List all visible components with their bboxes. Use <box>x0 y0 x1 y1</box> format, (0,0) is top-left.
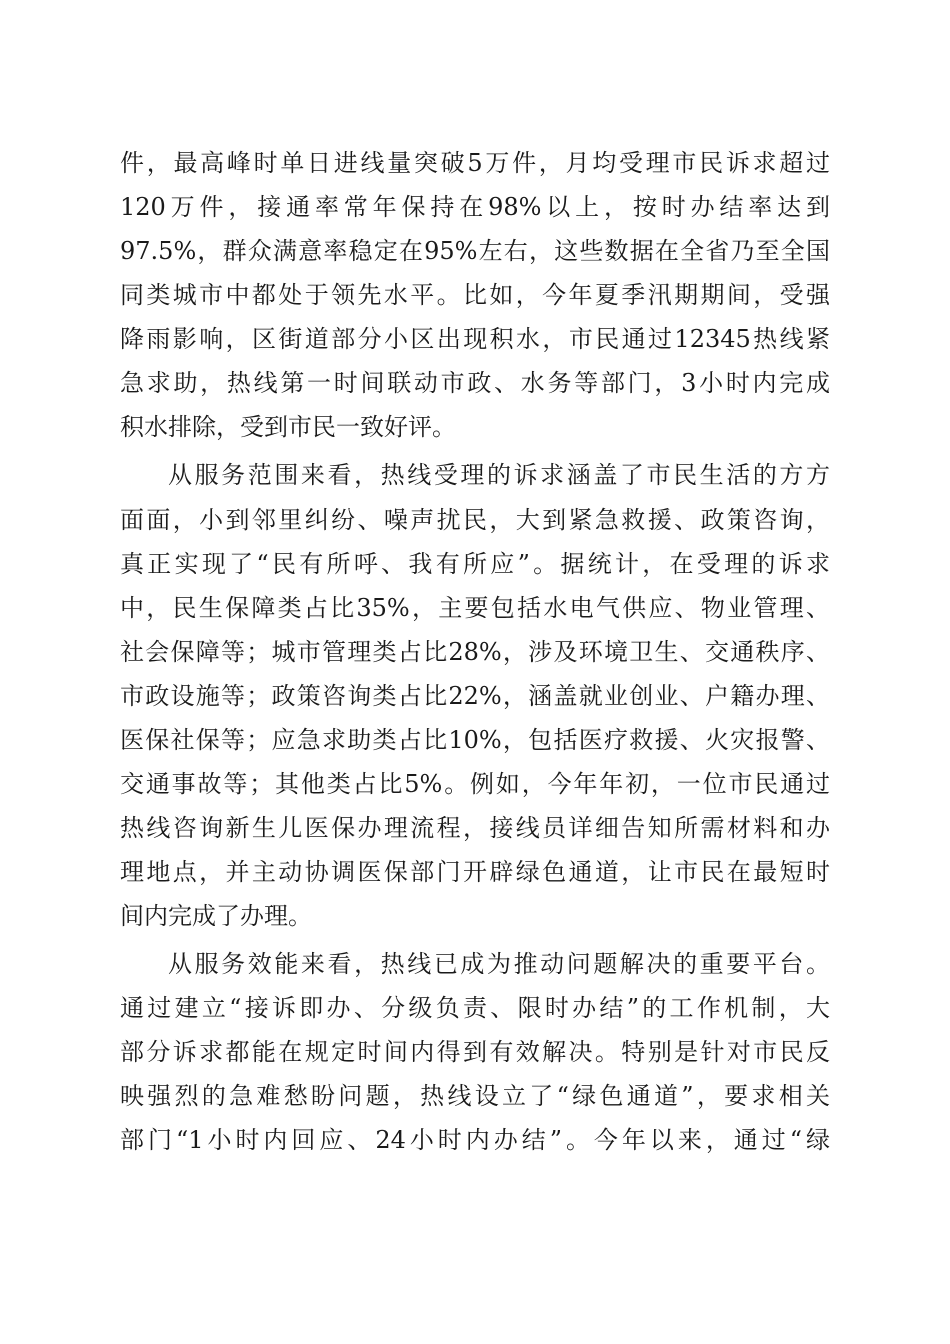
text-line: 医保社保等；应急求助类占比10%，包括医疗救援、火灾报警、 <box>120 726 830 754</box>
paragraph-first-line: 从服务范围来看，热线受理的诉求涵盖了市民生活的方方 <box>168 461 830 489</box>
text-line: 真正实现了“民有所呼、我有所应”。据统计，在受理的诉求 <box>120 550 830 578</box>
text-line: 急求助，热线第一时间联动市政、水务等部门，3小时内完成 <box>120 369 830 397</box>
text-line: 交通事故等；其他类占比5%。例如，今年年初，一位市民通过 <box>120 770 830 798</box>
paragraph-first-line: 从服务效能来看，热线已成为推动问题解决的重要平台。 <box>168 950 830 978</box>
text-line: 市政设施等；政策咨询类占比22%，涵盖就业创业、户籍办理、 <box>120 682 830 710</box>
text-line: 间内完成了办理。 <box>120 902 312 930</box>
text-line: 理地点，并主动协调医保部门开辟绿色通道，让市民在最短时 <box>120 858 830 886</box>
text-line: 社会保障等；城市管理类占比28%，涉及环境卫生、交通秩序、 <box>120 638 830 666</box>
text-line: 同类城市中都处于领先水平。比如，今年夏季汛期期间，受强 <box>120 281 830 309</box>
text-line: 映强烈的急难愁盼问题，热线设立了“绿色通道”，要求相关 <box>120 1082 830 1110</box>
text-line: 部分诉求都能在规定时间内得到有效解决。特别是针对市民反 <box>120 1038 830 1066</box>
text-line: 97.5%，群众满意率稳定在95%左右，这些数据在全省乃至全国 <box>120 237 830 265</box>
text-line: 降雨影响，区街道部分小区出现积水，市民通过12345热线紧 <box>120 325 830 353</box>
text-line: 部门“1小时内回应、24小时内办结”。今年以来，通过“绿 <box>120 1126 830 1154</box>
text-line: 热线咨询新生儿医保办理流程，接线员详细告知所需材料和办 <box>120 814 830 842</box>
text-line: 面面，小到邻里纠纷、噪声扰民，大到紧急救援、政策咨询， <box>120 506 830 534</box>
text-line: 件，最高峰时单日进线量突破5万件，月均受理市民诉求超过 <box>120 149 830 177</box>
text-line: 120万件，接通率常年保持在98%以上，按时办结率达到 <box>120 193 830 221</box>
text-line: 积水排除，受到市民一致好评。 <box>120 413 456 441</box>
text-line: 中，民生保障类占比35%，主要包括水电气供应、物业管理、 <box>120 594 830 622</box>
text-line: 通过建立“接诉即办、分级负责、限时办结”的工作机制，大 <box>120 994 830 1022</box>
